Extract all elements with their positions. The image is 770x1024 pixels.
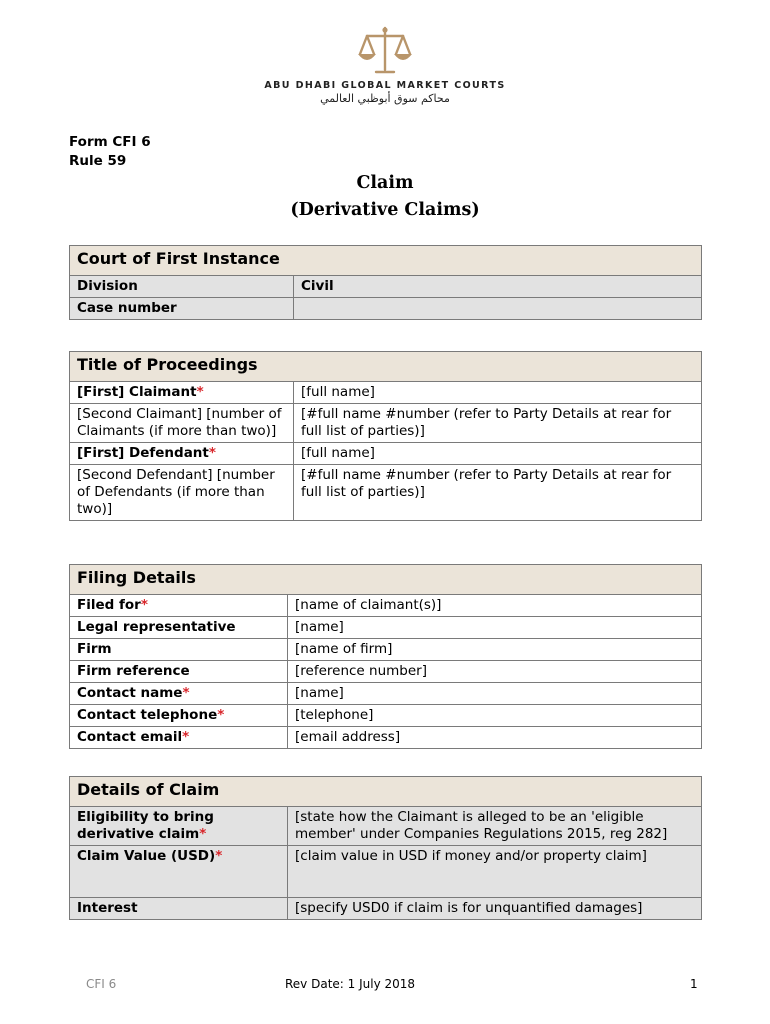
claim-value-label: Claim Value (USD)* <box>70 846 288 898</box>
footer-page-number: 1 <box>690 977 698 991</box>
table-row <box>70 382 702 404</box>
contact-telephone-field[interactable]: [telephone] <box>288 705 702 727</box>
eligibility-field[interactable]: [state how the Claimant is alleged to be an 'eligible member' under Companies Regulations 2015, reg 282] <box>288 807 702 846</box>
required-marker: * <box>199 826 207 842</box>
filed-for-field[interactable]: [name of claimant(s)] <box>288 595 702 617</box>
required-marker: * <box>208 445 216 461</box>
required-marker: * <box>182 685 190 701</box>
eligibility-label: Eligibility to bring derivative claim* <box>70 807 288 846</box>
court-logo <box>0 26 770 105</box>
case-number-field[interactable] <box>294 298 702 320</box>
first-claimant-field[interactable]: [full name] <box>294 382 702 404</box>
table-row <box>70 807 702 846</box>
court-name-english: ABU DHABI GLOBAL MARKET COURTS <box>264 80 506 91</box>
case-number-label: Case number <box>70 298 294 320</box>
contact-telephone-label: Contact telephone* <box>70 705 288 727</box>
interest-field[interactable]: [specify USD0 if claim is for unquantified damages] <box>288 898 702 920</box>
table-row <box>70 595 702 617</box>
second-claimant-label: [Second Claimant] [number of Claimants (if more than two)] <box>70 404 294 443</box>
table-row <box>70 298 702 320</box>
claim-details-heading: Details of Claim <box>70 777 702 807</box>
second-defendant-field[interactable]: [#full name #number (refer to Party Details at rear for full list of parties)] <box>294 465 702 521</box>
interest-label: Interest <box>70 898 288 920</box>
filed-for-label: Filed for* <box>70 595 288 617</box>
form-id: Form CFI 6 <box>69 134 151 150</box>
contact-email-field[interactable]: [email address] <box>288 727 702 749</box>
filing-table <box>69 564 702 749</box>
table-row <box>70 639 702 661</box>
firm-field[interactable]: [name of firm] <box>288 639 702 661</box>
required-marker: * <box>182 729 190 745</box>
division-label: Division <box>70 276 294 298</box>
contact-email-label: Contact email* <box>70 727 288 749</box>
division-value: Civil <box>294 276 702 298</box>
table-row <box>70 898 702 920</box>
table-row <box>70 683 702 705</box>
required-marker: * <box>196 384 204 400</box>
claim-value-field[interactable]: [claim value in USD if money and/or property claim] <box>288 846 702 898</box>
firm-reference-label: Firm reference <box>70 661 288 683</box>
required-marker: * <box>217 707 225 723</box>
legal-rep-field[interactable]: [name] <box>288 617 702 639</box>
second-defendant-label: [Second Defendant] [number of Defendants (if more than two)] <box>70 465 294 521</box>
court-section-heading: Court of First Instance <box>70 246 702 276</box>
form-rule: Rule 59 <box>69 153 127 169</box>
legal-rep-label: Legal representative <box>70 617 288 639</box>
document-subtitle: (Derivative Claims) <box>290 200 480 220</box>
first-claimant-label: [First] Claimant* <box>70 382 294 404</box>
required-marker: * <box>215 848 223 864</box>
first-defendant-label: [First] Defendant* <box>70 443 294 465</box>
table-row <box>70 727 702 749</box>
contact-name-field[interactable]: [name] <box>288 683 702 705</box>
form-meta <box>69 133 151 171</box>
filing-heading: Filing Details <box>70 565 702 595</box>
table-row <box>70 443 702 465</box>
firm-reference-field[interactable]: [reference number] <box>288 661 702 683</box>
table-row <box>70 617 702 639</box>
required-marker: * <box>140 597 148 613</box>
second-claimant-field[interactable]: [#full name #number (refer to Party Details at rear for full list of parties)] <box>294 404 702 443</box>
first-defendant-field[interactable]: [full name] <box>294 443 702 465</box>
scales-of-justice-icon <box>357 26 413 74</box>
table-row <box>70 404 702 443</box>
court-section-table <box>69 245 702 320</box>
claim-details-table <box>69 776 702 920</box>
footer-doc-id: CFI 6 <box>86 977 117 991</box>
table-row <box>70 846 702 898</box>
firm-label: Firm <box>70 639 288 661</box>
table-row <box>70 465 702 521</box>
proceedings-heading: Title of Proceedings <box>70 352 702 382</box>
table-row <box>70 276 702 298</box>
footer-rev-date: Rev Date: 1 July 2018 <box>285 977 416 991</box>
court-name-arabic: محاكم سوق أبوظبي العالمي <box>320 92 450 105</box>
table-row <box>70 661 702 683</box>
proceedings-table <box>69 351 702 521</box>
table-row <box>70 705 702 727</box>
contact-name-label: Contact name* <box>70 683 288 705</box>
document-title: Claim <box>356 173 414 193</box>
